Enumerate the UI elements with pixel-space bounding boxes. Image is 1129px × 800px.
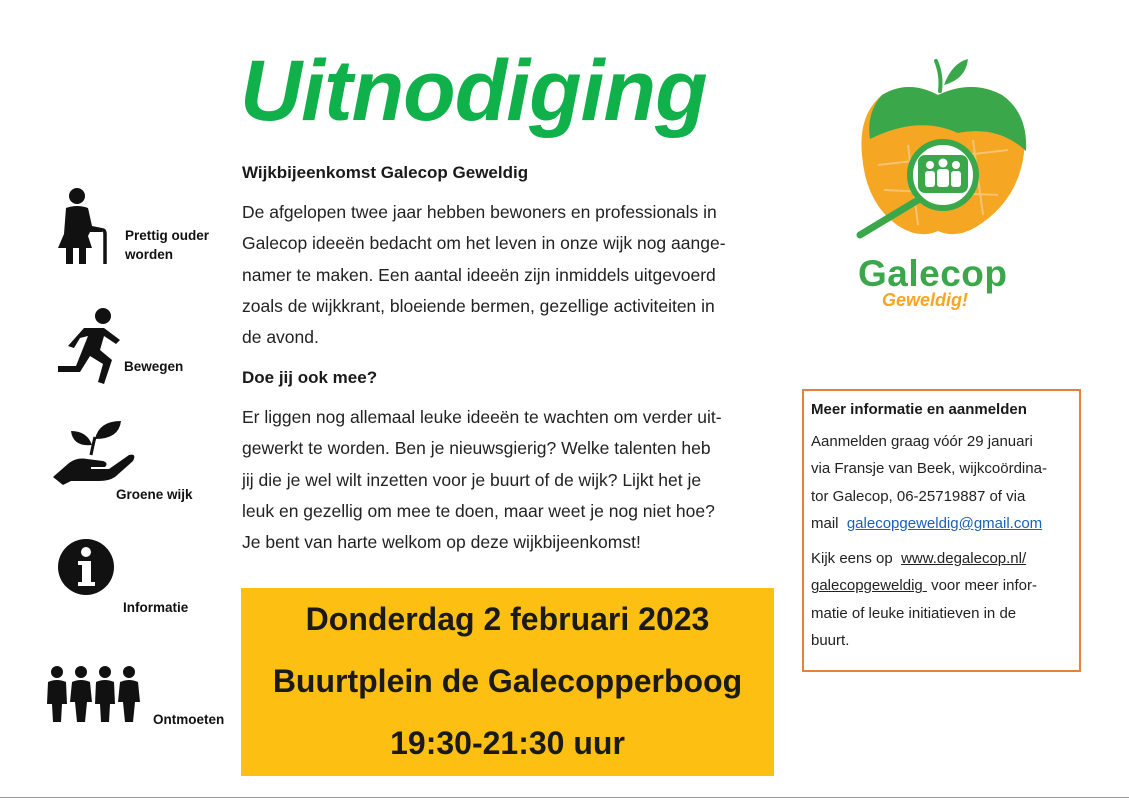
website-link[interactable]: www.degalecop.nl/ — [901, 550, 1027, 568]
hand-sprout-icon — [51, 419, 137, 485]
side-item-move — [54, 306, 126, 386]
logo-name: Galecop — [858, 253, 1008, 294]
info-icon — [57, 538, 115, 596]
info-title: Meer informatie en aanmelden — [811, 401, 1027, 418]
side-item-green — [51, 419, 137, 485]
invite-line: leuk en gezellig om mee te doen, maar weet je nog niet hoe? — [242, 500, 715, 521]
invite-line: jij die je wel wilt inzetten voor je buurt of de wijk? Lijkt het je — [242, 469, 702, 490]
intro-line: Galecop ideeën bedacht om het leven in onze wijk nog aange- — [242, 233, 726, 254]
side-label-info: Informatie — [123, 600, 189, 615]
side-item-elderly — [52, 186, 112, 266]
intro-line: namer te maken. Een aantal ideeën zijn inmiddels uitgevoerd — [242, 264, 716, 285]
intro-line: de avond. — [242, 327, 319, 348]
event-location: Buurtplein de Galecopperboog — [272, 663, 743, 699]
invite-line: Er liggen nog allemaal leuke ideeën te wachten om verder uit- — [242, 407, 722, 427]
email-link[interactable]: galecopgeweldig@gmail.com — [846, 514, 1043, 532]
intro-line: zoals de wijkkrant, bloeiende bermen, gezellige activiteiten in — [242, 295, 715, 316]
invite-line: gewerkt te worden. Ben je nieuwsgierig? Welke talenten heb — [242, 438, 711, 459]
logo — [848, 55, 1038, 315]
question-heading: Doe jij ook mee? — [242, 368, 378, 387]
intro-paragraph — [242, 197, 802, 353]
intro-line: De afgelopen twee jaar hebben bewoners en professionals in — [242, 202, 717, 222]
logo-tagline: Geweldig! — [882, 290, 969, 310]
invite-paragraph — [242, 402, 802, 558]
running-person-icon — [54, 306, 126, 386]
website-link-cont[interactable]: galecopgeweldig — [811, 577, 927, 595]
info-box — [802, 389, 1081, 672]
invite-line: Je bent van harte welkom op deze wijkbijeenkomst! — [242, 532, 641, 553]
side-item-info — [57, 538, 115, 596]
info-signup-paragraph: Aanmelden graag vóór 29 januari via Fransje van Beek, wijkcoördina- tor Galecop, 06-25719887 of via mail galecopgeweldig@gmail.com — [811, 433, 1047, 532]
apple-magnifier-logo-icon — [848, 55, 1038, 255]
people-group-icon — [45, 664, 141, 724]
event-time: 19:30-21:30 uur — [390, 725, 625, 761]
side-item-meet — [45, 664, 141, 724]
side-label-elderly: Prettig ouder worden — [125, 228, 210, 262]
side-label-meet: Ontmoeten — [153, 712, 225, 727]
event-box — [241, 588, 774, 776]
side-label-green: Groene wijk — [116, 487, 193, 502]
bottom-divider — [0, 797, 1129, 798]
page-title: Uitnodiging — [240, 43, 707, 139]
side-label-move: Bewegen — [124, 359, 184, 374]
event-date: Donderdag 2 februari 2023 — [305, 601, 710, 637]
info-website-paragraph: Kijk eens op www.degalecop.nl/ galecopgeweldig voor meer infor- matie of leuke initiatieven in de buurt. — [811, 550, 1037, 650]
meeting-heading: Wijkbijeenkomst Galecop Geweldig — [242, 163, 529, 182]
elderly-person-icon — [52, 186, 112, 266]
